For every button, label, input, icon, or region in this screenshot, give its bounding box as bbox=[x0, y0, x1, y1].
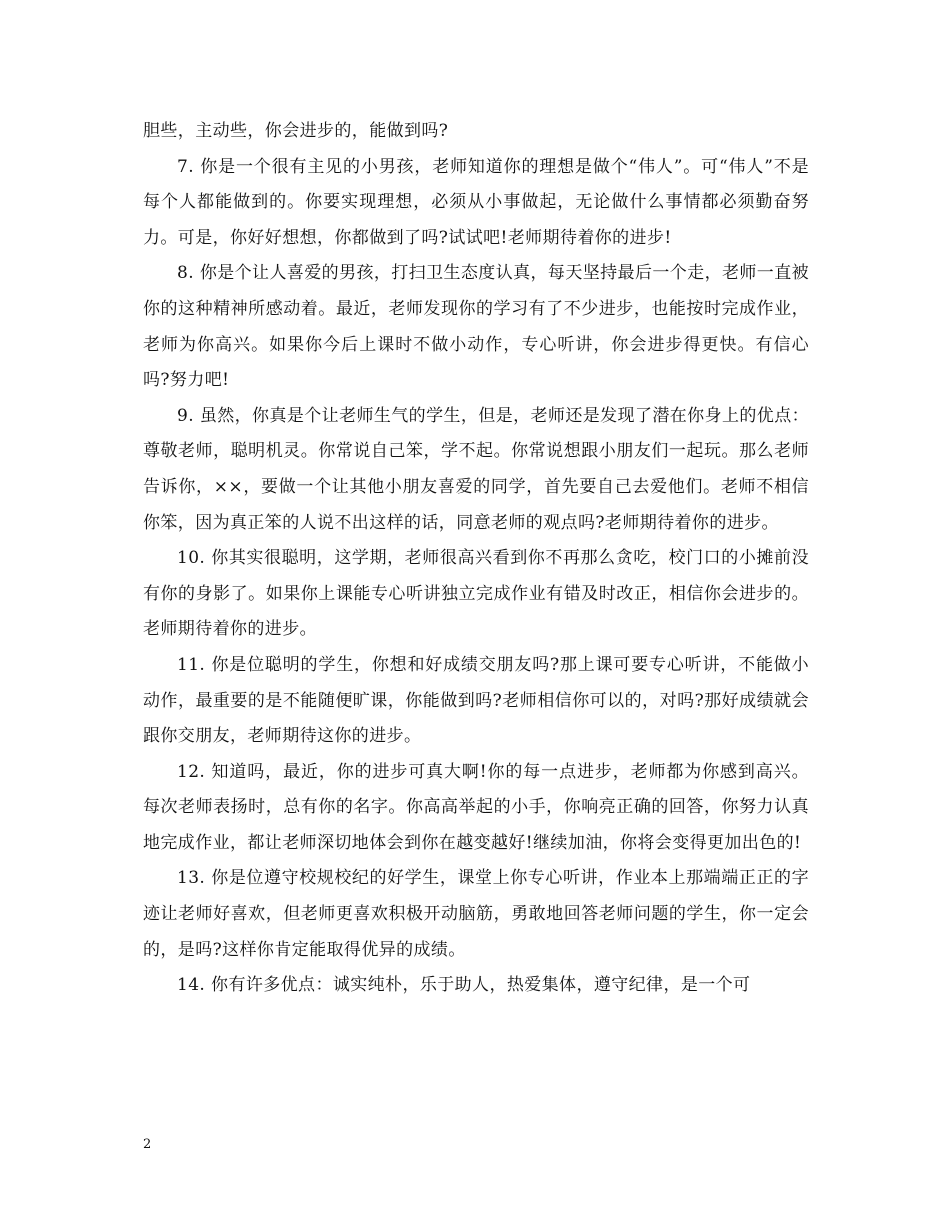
paragraph-continuation: 胆些，主动些，你会进步的，能做到吗? bbox=[143, 121, 449, 141]
paragraph-item-7: 7. 你是一个很有主见的小男孩，老师知道你的理想是做个“伟人”。可“伟人”不是每个人都能做到的。你要实现理想，必须从小事做起，无论做什么事情都必须勤奋努力。可是，你好好想想，你都做到了吗?试试吧!老师期待着你的进步! bbox=[143, 156, 809, 248]
page-number: 2 bbox=[143, 1137, 152, 1152]
paragraph-item-11: 11. 你是位聪明的学生，你想和好成绩交朋友吗?那上课可要专心听讲，不能做小动作，最重要的是不能随便旷课，你能做到吗?老师相信你可以的，对吗?那好成绩就会跟你交朋友，老师期待这你的进步。 bbox=[143, 654, 809, 747]
paragraph-item-8: 8. 你是个让人喜爱的男孩，打扫卫生态度认真，每天坚持最后一个走，老师一直被你的这种精神所感动着。最近，老师发现你的学习有了不少进步，也能按时完成作业，老师为你高兴。如果你今后上课时不做小动作，专心听讲，你会进步得更快。有信心吗?努力吧! bbox=[143, 263, 809, 391]
paragraph-item-14: 14. 你有许多优点：诚实纯朴，乐于助人，热爱集体，遵守纪律，是一个可 bbox=[177, 975, 751, 996]
paragraph-item-13: 13. 你是位遵守校规校纪的好学生，课堂上你专心听讲，作业本上那端端正正的字迹让老师好喜欢，但老师更喜欢积极开动脑筋，勇敢地回答老师问题的学生，你一定会的，是吗?这样你肯定能取得优异的成绩。 bbox=[143, 868, 809, 960]
paragraph-item-10: 10. 你其实很聪明，这学期，老师很高兴看到你不再那么贪吃，校门口的小摊前没有你的身影了。如果你上课能专心听讲独立完成作业有错及时改正，相信你会进步的。老师期待着你的进步。 bbox=[143, 548, 809, 640]
paragraph-item-12: 12. 知道吗，最近，你的进步可真大啊!你的每一点进步，老师都为你感到高兴。每次老师表扬时，总有你的名字。你高高举起的小手，你响亮正确的回答，你努力认真地完成作业，都让老师深切地体会到你在越变越好!继续加油，你将会变得更加出色的! bbox=[143, 761, 809, 853]
paragraph-item-9: 9. 虽然，你真是个让老师生气的学生，但是，老师还是发现了潜在你身上的优点：尊敬老师，聪明机灵。你常说自己笨，学不起。你常说想跟小朋友们一起玩。那么老师告诉你，××，要做一个让其他小朋友喜爱的同学，首先要自己去爱他们。老师不相信你笨，因为真正笨的人说不出这样的话，同意老师的观点吗?老师期待着你的进步。 bbox=[143, 405, 809, 533]
document-body bbox=[143, 114, 809, 1004]
